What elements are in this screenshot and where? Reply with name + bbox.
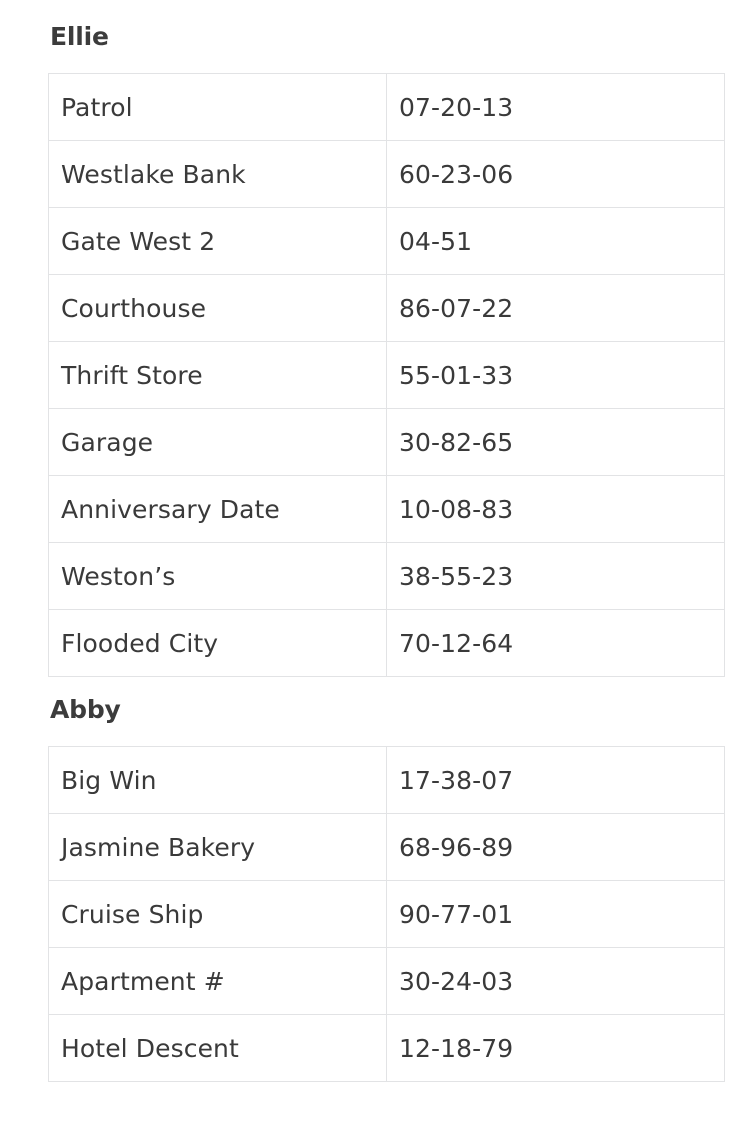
- table-row: [49, 342, 725, 409]
- table-row: [49, 948, 725, 1015]
- code-table-ellie: [48, 73, 725, 677]
- row-label: Flooded City: [49, 610, 387, 677]
- row-label: Gate West 2: [49, 208, 387, 275]
- row-label: Cruise Ship: [49, 881, 387, 948]
- table-row: [49, 747, 725, 814]
- table-body: [49, 74, 725, 677]
- section-abby: [48, 695, 702, 1082]
- table-row: [49, 814, 725, 881]
- table-row: [49, 1015, 725, 1082]
- table-row: [49, 74, 725, 141]
- section-ellie: [48, 22, 702, 677]
- row-label: Garage: [49, 409, 387, 476]
- code-table-abby: [48, 746, 725, 1082]
- row-label: Anniversary Date: [49, 476, 387, 543]
- row-value: 12-18-79: [387, 1015, 725, 1082]
- table-row: [49, 409, 725, 476]
- row-value: 10-08-83: [387, 476, 725, 543]
- row-label: Weston’s: [49, 543, 387, 610]
- row-label: Big Win: [49, 747, 387, 814]
- row-value: 68-96-89: [387, 814, 725, 881]
- row-label: Hotel Descent: [49, 1015, 387, 1082]
- row-label: Patrol: [49, 74, 387, 141]
- row-value: 90-77-01: [387, 881, 725, 948]
- row-value: 55-01-33: [387, 342, 725, 409]
- table-row: [49, 543, 725, 610]
- row-value: 07-20-13: [387, 74, 725, 141]
- table-row: [49, 476, 725, 543]
- row-value: 17-38-07: [387, 747, 725, 814]
- table-body: [49, 747, 725, 1082]
- table-row: [49, 881, 725, 948]
- row-label: Thrift Store: [49, 342, 387, 409]
- row-value: 70-12-64: [387, 610, 725, 677]
- row-value: 60-23-06: [387, 141, 725, 208]
- row-value: 38-55-23: [387, 543, 725, 610]
- table-row: [49, 275, 725, 342]
- table-row: [49, 141, 725, 208]
- row-value: 04-51: [387, 208, 725, 275]
- section-title-abby: Abby: [50, 695, 121, 724]
- row-label: Courthouse: [49, 275, 387, 342]
- row-label: Westlake Bank: [49, 141, 387, 208]
- row-value: 30-24-03: [387, 948, 725, 1015]
- row-label: Jasmine Bakery: [49, 814, 387, 881]
- row-label: Apartment #: [49, 948, 387, 1015]
- table-row: [49, 610, 725, 677]
- row-value: 86-07-22: [387, 275, 725, 342]
- section-title-ellie: Ellie: [50, 22, 109, 51]
- table-row: [49, 208, 725, 275]
- row-value: 30-82-65: [387, 409, 725, 476]
